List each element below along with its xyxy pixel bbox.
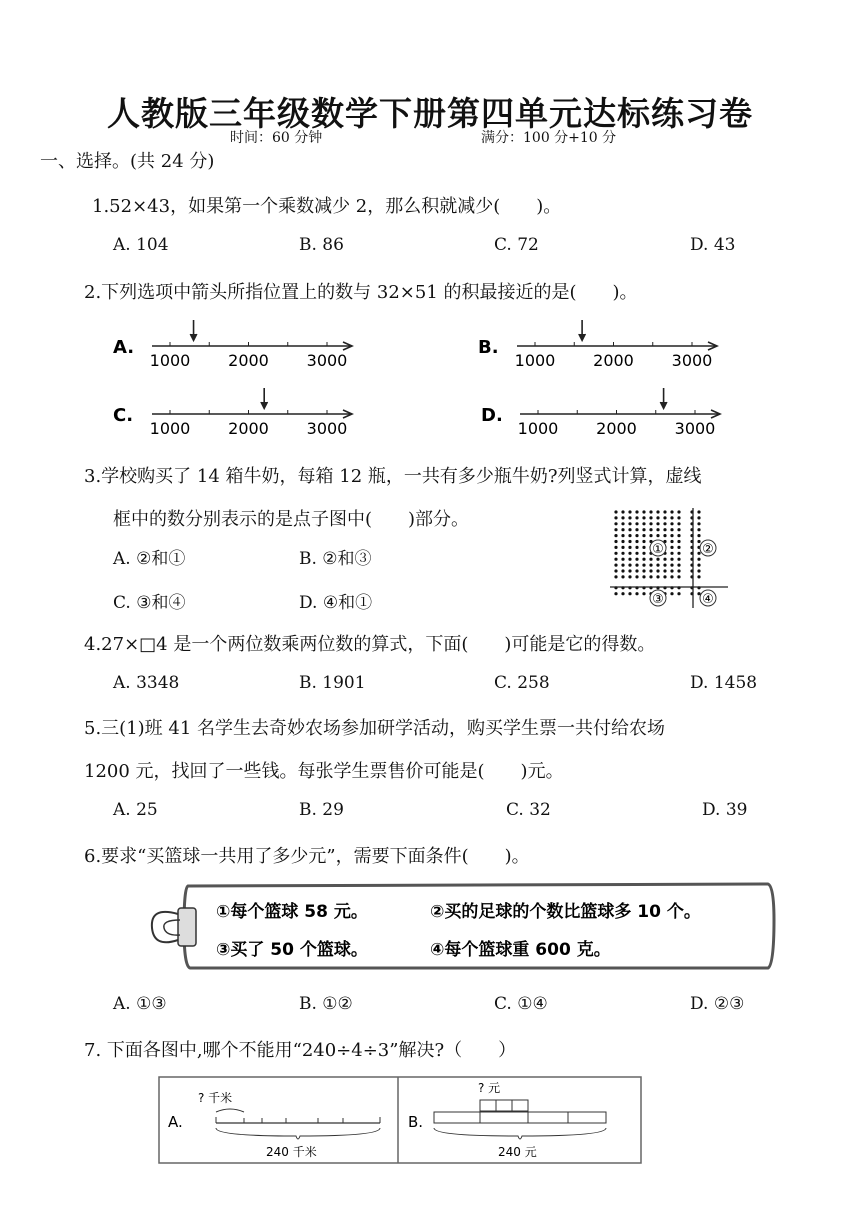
q6-option-b: B. ①② [299,994,353,1014]
number-line-c [113,388,352,438]
q3-option-c: C. ③和④ [113,593,186,613]
question-3-line1: 3.学校购买了 14 箱牛奶，每箱 12 瓶，一共有多少瓶牛奶?列竖式计算，虚线 [84,466,702,487]
number-line-figure [100,315,740,445]
number-line-label: C. [113,405,134,426]
binder-clip-icon [152,908,196,946]
q5-option-c: C. 32 [506,800,551,820]
q1-option-d: D. 43 [690,235,736,255]
tick-label: 1000 [517,419,559,438]
pointer-arrow-head [190,334,197,341]
q4-option-a: A. 3348 [113,673,180,693]
question-7: 7. 下面各图中,哪个不能用“240÷4÷3”解决?（ ） [84,1040,517,1061]
q3-option-a: A. ②和① [113,549,186,569]
q4-option-d: D. 1458 [690,673,758,693]
tick-label: 2000 [228,351,269,370]
q4-option-b: B. 1901 [299,673,366,693]
region-2-label: ② [702,542,714,557]
number-line-label: D. [481,405,503,426]
tick-label: 3000 [306,351,348,370]
number-line-b [478,320,717,370]
pointer-arrow-head [261,402,268,409]
q3-option-d: D. ④和① [299,593,373,613]
panel-a-total: 240 千米 [266,1145,317,1159]
q6-option-d: D. ②③ [690,994,745,1014]
tick-label: 1000 [514,351,556,370]
tick-label: 2000 [228,419,269,438]
q1-option-b: B. 86 [299,235,344,255]
tick-label: 2000 [596,419,637,438]
pointer-arrow-head [579,334,586,341]
number-line-d [481,388,720,438]
condition-1: ①每个篮球 58 元。 [216,902,368,922]
panel-b-label: B. [408,1113,424,1131]
q5-option-a: A. 25 [113,800,158,820]
tick-label: 3000 [674,419,716,438]
region-1-label: ① [652,542,664,557]
q6-option-c: C. ①④ [494,994,548,1014]
q5-option-d: D. 39 [702,800,748,820]
question-2: 2.下列选项中箭头所指位置上的数与 32×51 的积最接近的是( )。 [84,282,638,303]
q3-option-b: B. ②和③ [299,549,372,569]
region-3-label: ③ [652,592,664,607]
number-line-a [113,320,352,370]
tick-label: 3000 [306,419,348,438]
region-4-label: ④ [702,592,714,607]
panel-b-question: ? 元 [478,1081,501,1095]
section-heading: 一、选择。(共 24 分) [40,151,215,172]
q5-option-b: B. 29 [299,800,344,820]
page-title: 人教版三年级数学下册第四单元达标练习卷 [107,94,753,133]
panel-a-question: ? 千米 [198,1091,233,1105]
question-1: 1.52×43，如果第一个乘数减少 2，那么积就减少( )。 [92,196,562,217]
q4-option-c: C. 258 [494,673,550,693]
panel-b-total: 240 元 [498,1145,537,1159]
tick-label: 3000 [671,351,713,370]
condition-3: ③买了 50 个篮球。 [216,940,368,960]
conditions-card [140,880,780,975]
question-3-line2: 框中的数分别表示的是点子图中( )部分。 [113,509,470,530]
pointer-arrow-head [660,402,667,409]
number-line-label: B. [478,337,499,358]
score-label: 满分：100 分+10 分 [481,130,617,146]
number-line-label: A. [113,337,135,358]
tick-label: 2000 [593,351,634,370]
panel-a-label: A. [168,1113,183,1131]
time-label: 时间：60 分钟 [230,130,323,146]
condition-4: ④每个篮球重 600 克。 [430,940,611,960]
tick-label: 1000 [149,351,191,370]
tick-label: 1000 [149,419,191,438]
q6-option-a: A. ①③ [113,994,167,1014]
question-5-line2: 1200 元，找回了一些钱。每张学生票售价可能是( )元。 [84,761,564,782]
question-4: 4.27×□4 是一个两位数乘两位数的算式，下面( )可能是它的得数。 [84,634,656,655]
question-5-line1: 5.三(1)班 41 名学生去奇妙农场参加研学活动，购买学生票一共付给农场 [84,718,666,739]
q1-option-a: A. 104 [113,235,169,255]
question-6: 6.要求“买篮球一共用了多少元”，需要下面条件( )。 [84,846,530,867]
bar-model-figure [158,1076,642,1166]
q1-option-c: C. 72 [494,235,539,255]
dot-array-figure [610,508,730,608]
condition-2: ②买的足球的个数比篮球多 10 个。 [430,902,701,922]
